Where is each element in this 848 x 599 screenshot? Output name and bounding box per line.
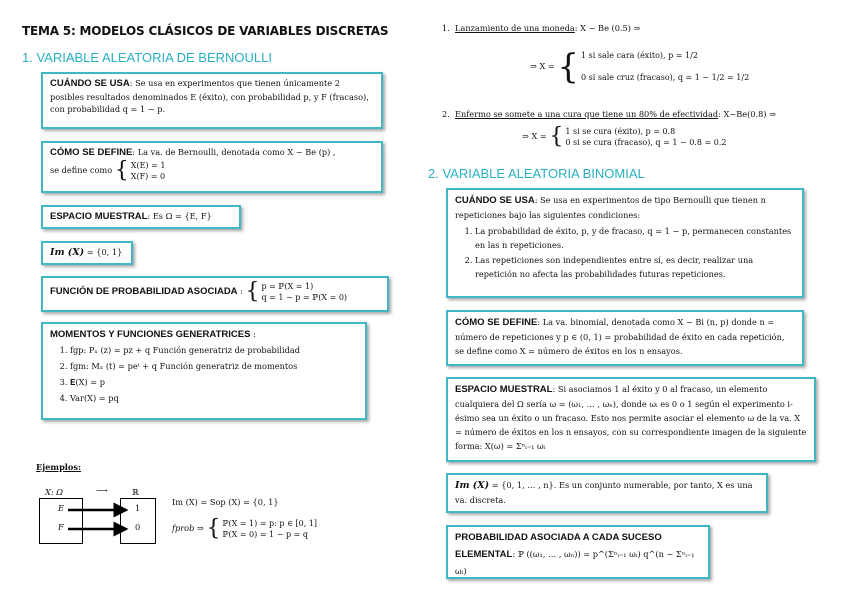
espacio-text: : Es Ω = {E, F} (147, 211, 212, 221)
bin-como-heading: CÓMO SE DEFINE (455, 317, 538, 328)
example-2-rest: : X~Be(0.8) ⇒ (718, 109, 776, 119)
diagram-f: F (58, 522, 64, 532)
cuando-text: : Se usa en experimentos que tienen únicamente 2 posibles resultados denominados E (éxito), con probabilidad p, y F (fracaso), con probabilidad q = 1 − p. (50, 78, 369, 114)
binomial-im-box (446, 473, 768, 513)
bin-condition-item: 1. La probabilidad de éxito, p, y de fracaso, q = 1 − p, permanecen constantes en las n repeticiones. (475, 224, 795, 252)
example-2 (442, 109, 776, 119)
diagram-e: E (58, 503, 64, 513)
example-2-pre: ⇒ X = (522, 131, 547, 141)
example-2-num: 2. (442, 109, 450, 119)
bin-espacio-heading: ESPACIO MUESTRAL (455, 384, 553, 395)
como-text2: se define como (50, 164, 113, 175)
bernoulli-funcion-box: FUNCIÓN DE PROBABILIDAD ASOCIADA : { p = ℙ(X = 1) q = 1 − p = ℙ(X = 0) (41, 276, 389, 312)
section-bernoulli-heading: 1. VARIABLE ALEATORIA DE BERNOULLI (22, 50, 272, 65)
example-1-label: Lanzamiento de una moneda (455, 23, 575, 33)
fprob-case-1: ℙ(X = 1) = p: p ∈ [0, 1] (222, 519, 318, 528)
bin-cuando-heading: CUÁNDO SE USA (455, 195, 535, 206)
bin-espacio-text: : Si asociamos 1 al éxito y 0 al fracaso, un elemento cualquiera del Ω sería ω = (ω₁, … , ωₙ), donde ωᵢ es 0 o 1 según el experimento i-ésimo sea un éxito o un fracaso. Esto nos permite asociar el elemento ω de la va. X = número de éxitos en los n ensayos, con su correspondiente imagen de la siguiente forma: X(ω) = Σⁿᵢ₌₁ ωᵢ (455, 384, 807, 451)
diagram-domain-label: X: Ω (45, 487, 63, 497)
bin-como-text: : La va. binomial, denotada como X ~ Bi (n, p) donde n = número de repeticiones y p ∈ (0, 1) = probabilidad de éxito en cada repetición, se define como X = número de éxitos en los n ensayos. (455, 317, 785, 356)
momento-item: 1. fgp: Pₓ (z) = pz + q Función generatriz de probabilidad (70, 343, 358, 358)
funcion-heading: FUNCIÓN DE PROBABILIDAD ASOCIADA (50, 286, 238, 297)
example-2-cases: ⇒ X = { 1 si se cura (éxito), p = 0.8 0 si se cura (fracaso), q = 1 − 0.8 = 0.2 (522, 124, 727, 149)
fprob-case-2: ℙ(X = 0) = 1 − p = q (222, 530, 308, 539)
example-1-case-2: 0 si sale cruz (fracaso), q = 1 − 1/2 = 1/2 (581, 73, 750, 82)
diagram-1: 1 (135, 503, 141, 513)
bin-im-text: = {0, 1, … , n}. Es un conjunto numerable, por tanto, X es una va. discreta. (455, 480, 753, 505)
ejemplo-im: Im (X) = Sop (X) = {0, 1} (172, 497, 279, 507)
como-heading: CÓMO SE DEFINE (50, 147, 133, 158)
momentos-heading: MOMENTOS Y FUNCIONES GENERATRICES (50, 329, 251, 340)
funcion-case-2: q = 1 − p = ℙ(X = 0) (261, 293, 348, 302)
bin-prob-text: : ℙ ((ω₁, … , ωₙ)) = p^(Σⁿᵢ₌₁ ωᵢ) q^(n − Σⁿᵢ₌₁ ωᵢ) (455, 549, 695, 576)
binomial-como-box (446, 310, 804, 366)
fprob-label: fprob ⇒ (172, 523, 204, 533)
binomial-cuando-box (446, 188, 804, 298)
bernoulli-cuando-box (41, 72, 383, 129)
diagram-range-label: ℝ (132, 487, 139, 497)
example-1-num: 1. (442, 23, 450, 33)
momento-item: 4. Var(X) = pq (70, 391, 358, 406)
bin-prob-heading-2: ELEMENTAL (455, 549, 513, 560)
como-case-2: X(F) = 0 (130, 171, 166, 181)
diagram-0: 0 (135, 522, 141, 532)
como-case-1: X(E) = 1 (130, 160, 166, 170)
bin-prob-heading: PROBABILIDAD ASOCIADA A CADA SUCESO (455, 532, 662, 543)
diagram-arrow-label: ⟶ (96, 485, 108, 495)
bernoulli-como-box: CÓMO SE DEFINE: La va. de Bernoulli, denotada como X ~ Be (p) , se define como { X(E) = 1 X(F) = 0 (41, 141, 383, 193)
section-binomial-heading: 2. VARIABLE ALEATORIA BINOMIAL (428, 166, 645, 181)
example-1-rest: : X ~ Be (0.5) ⇒ (574, 23, 641, 33)
example-1-pre: ⇒ X = (530, 61, 555, 71)
bernoulli-espacio-box (41, 205, 241, 229)
example-2-label: Enfermo se somete a una cura que tiene un 80% de efectividad (455, 109, 719, 119)
bernoulli-im-box (41, 241, 133, 265)
example-2-case-1: 1 si se cura (éxito), p = 0.8 (565, 127, 676, 136)
bernoulli-momentos-box: MOMENTOS Y FUNCIONES GENERATRICES : 1. fgp: Pₓ (z) = pz + q Función generatriz de probabilidad 2. fgm: Mₓ (t) = peᵗ + q Función generatriz de momentos 3. 𝐄(X) = p 4. Var(X) = pq (41, 322, 367, 420)
example-2-case-2: 0 si se cura (fracaso), q = 1 − 0.8 = 0.2 (565, 138, 727, 147)
espacio-heading: ESPACIO MUESTRAL (50, 211, 148, 222)
como-text: : La va. de Bernoulli, denotada como X ~ Be (p) , (132, 147, 336, 157)
momento-item: 3. 𝐄(X) = p (70, 375, 358, 390)
im-heading: Im (X) (50, 247, 85, 258)
momento-item: 2. fgm: Mₓ (t) = peᵗ + q Función generatriz de momentos (70, 359, 358, 374)
example-1-cases: ⇒ X = { 1 si sale cara (éxito), p = 1/2 0 si sale cruz (fracaso), q = 1 − 1/2 = 1/2 (530, 47, 750, 87)
binomial-espacio-box (446, 377, 816, 462)
bin-condition-item: 2. Las repeticiones son independientes entre sí, es decir, realizar una repetición no afecta las probabilidades futuras repeticiones. (475, 253, 795, 281)
diagram-arrows (66, 500, 132, 540)
example-1-case-1: 1 si sale cara (éxito), p = 1/2 (581, 51, 698, 60)
example-1 (442, 23, 640, 33)
funcion-case-1: p = ℙ(X = 1) (261, 282, 314, 291)
page-title: TEMA 5: MODELOS CLÁSICOS DE VARIABLES DISCRETAS (22, 24, 389, 38)
cuando-heading: CUÁNDO SE USA (50, 78, 130, 89)
bin-cuando-text: : Se usa en experimentos de tipo Bernoulli que tienen n repeticiones bajo las siguientes condiciones: (455, 195, 766, 220)
ejemplos-title: Ejemplos: (36, 462, 82, 472)
bin-im-heading: Im (X) (455, 480, 490, 491)
im-text: = {0, 1} (86, 247, 123, 257)
binomial-prob-box (446, 525, 710, 579)
ejemplo-fprob: fprob ⇒ { ℙ(X = 1) = p: p ∈ [0, 1] ℙ(X = 0) = 1 − p = q (172, 516, 318, 541)
